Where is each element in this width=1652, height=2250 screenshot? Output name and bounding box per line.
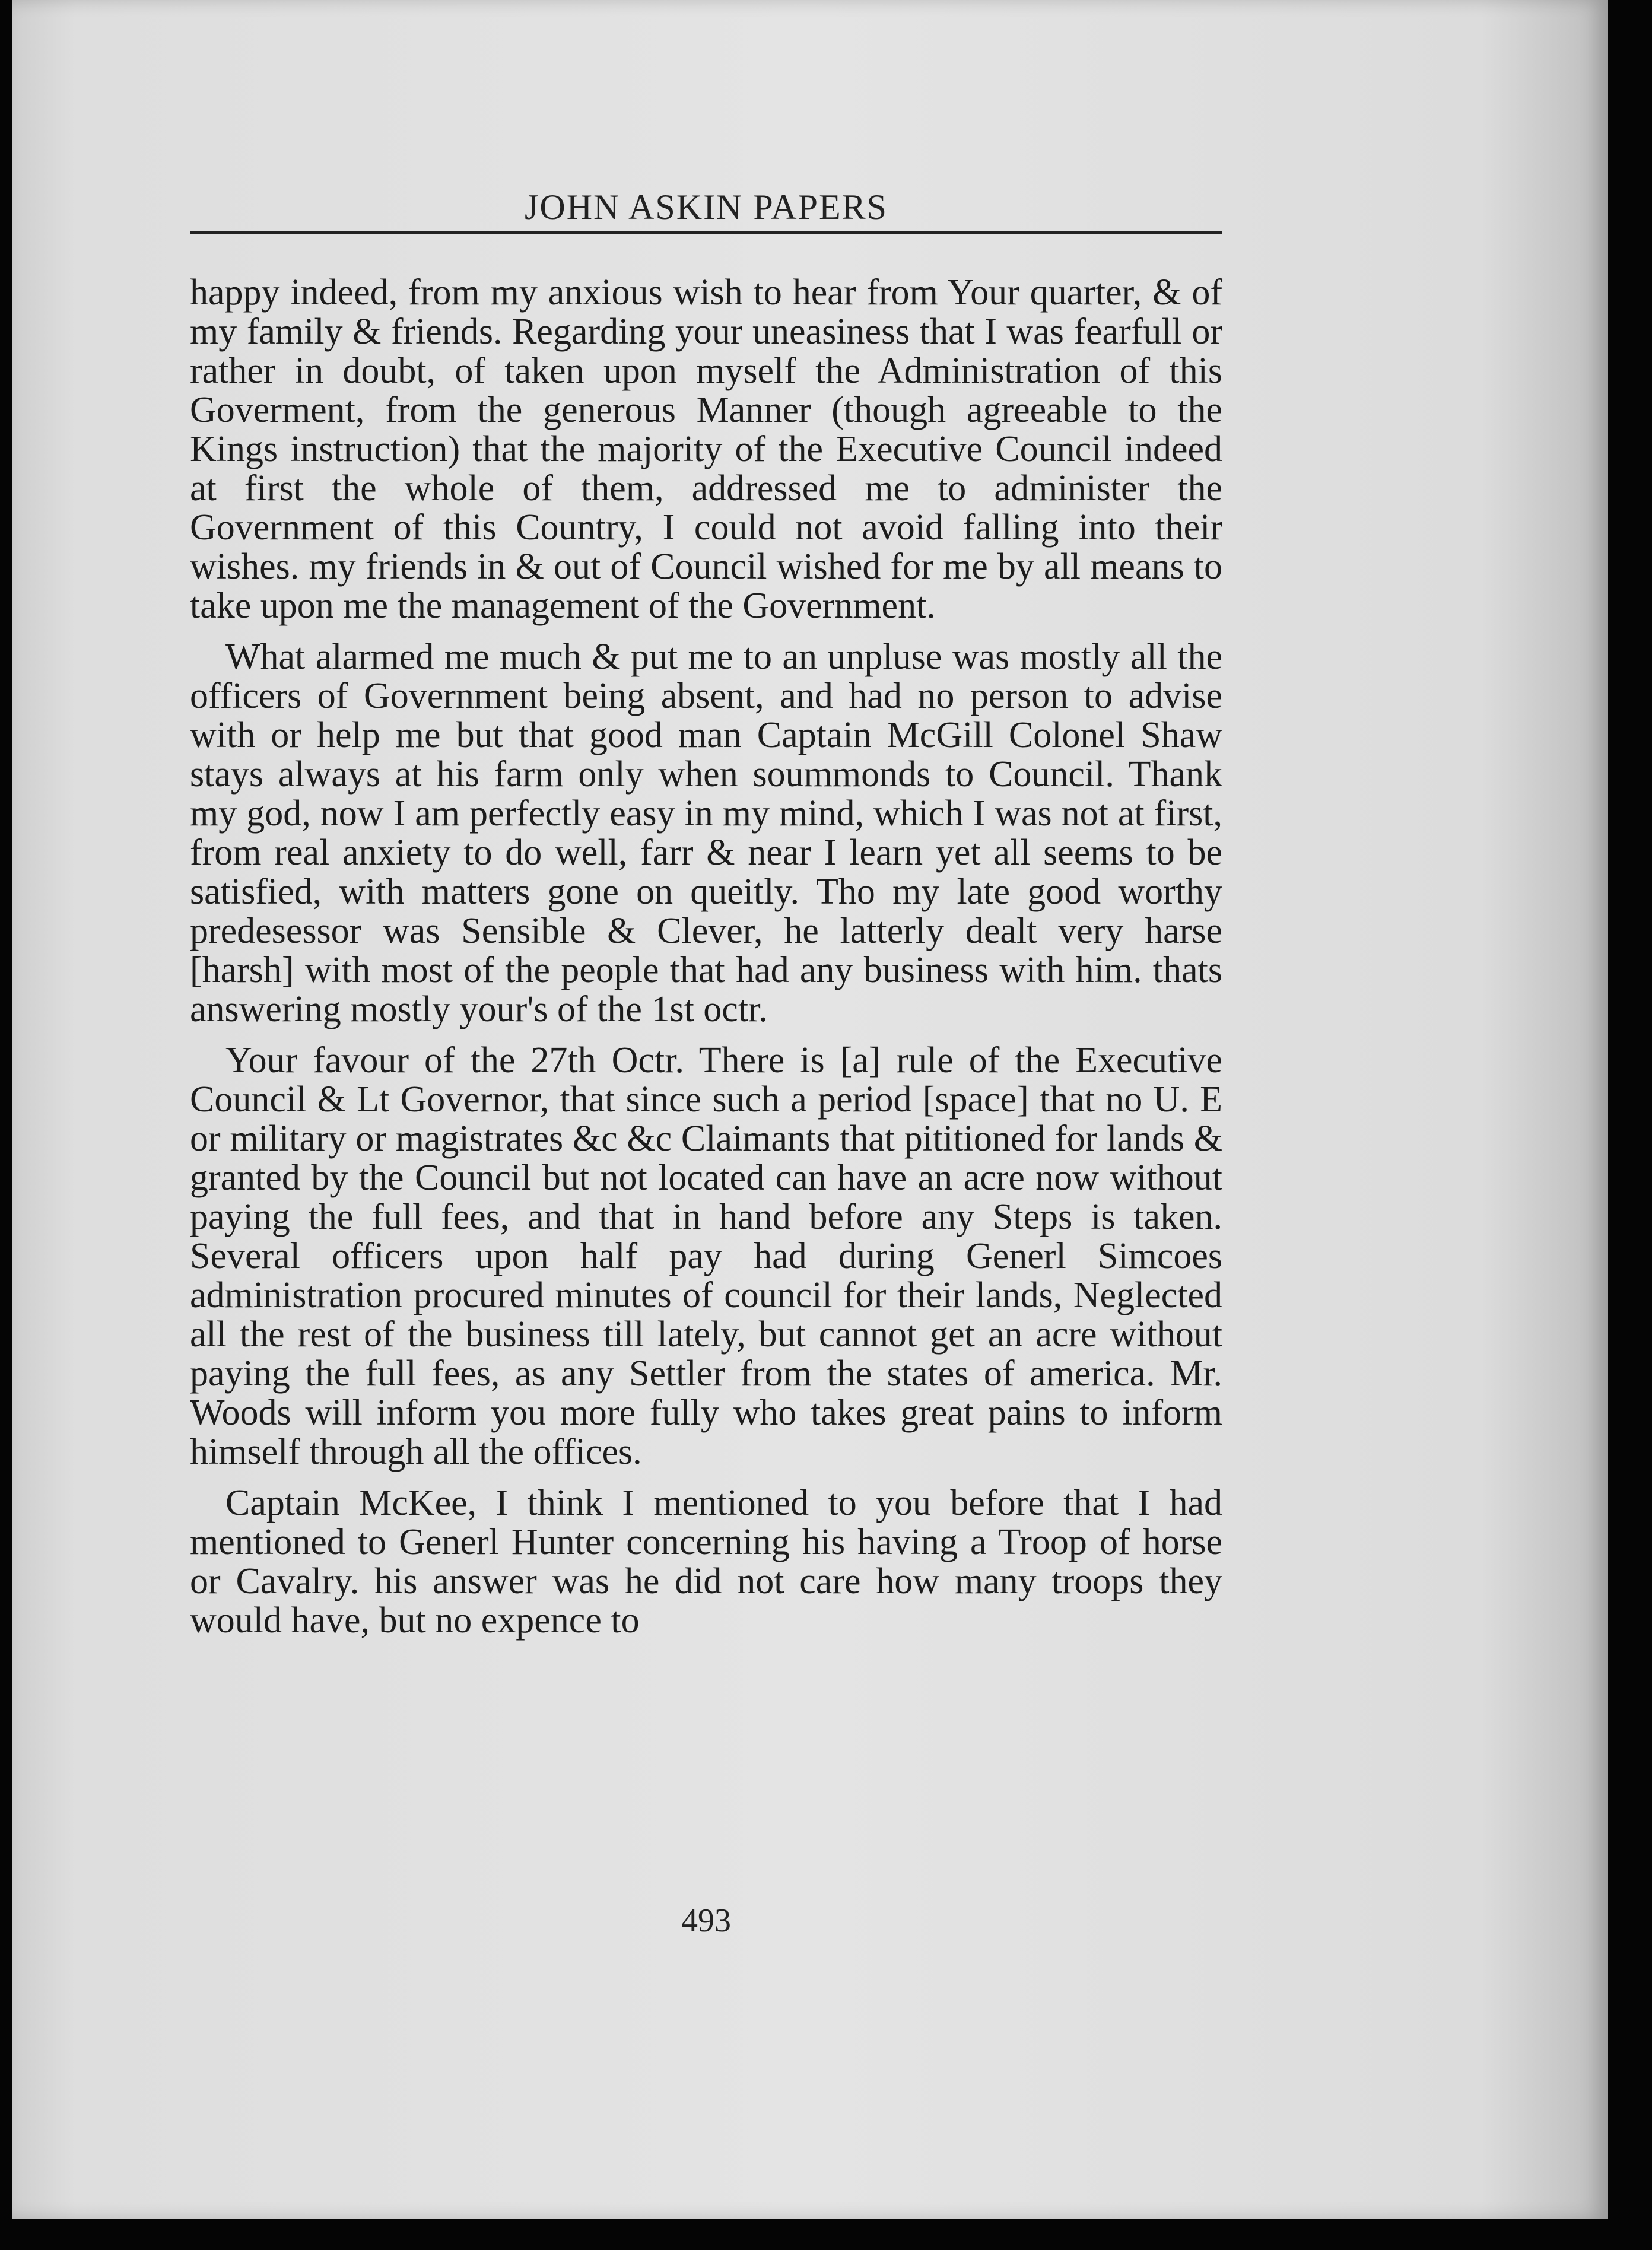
paragraph-2: What alarmed me much & put me to an unpluse was mostly all the officers of Government being absent, and had no person to advise with or help me but that good man Captain McGill Colonel Shaw stays always at his farm only when soummonds to Council. Thank my god, now I am perfectly easy in my mind, which I was not at first, from real anxiety to do well, farr & near I learn yet all seems to be satisfied, with matters gone on queitly. Tho my late good worthy predesessor was Sensible & Clever, he latterly dealt very harse [harsh] with most of the people that had any business with him. thats answering mostly your's of the 1st octr. [190, 637, 1222, 1029]
paragraph-4: Captain McKee, I think I mentioned to you before that I had mentioned to Generl Hunter concerning his having a Troop of horse or Cavalry. his answer was he did not care how many troops they would have, but no expence to [190, 1483, 1222, 1641]
header-rule [190, 231, 1222, 234]
running-head: JOHN ASKIN PAPERS [525, 188, 888, 227]
paragraph-1: happy indeed, from my anxious wish to hear from Your quarter, & of my family & friends. Regarding your uneasiness that I was fearfull or rather in doubt, of taken upon myself the Administration of this Goverment, from the generous Manner (though agreeable to the Kings instruction) that the majority of the Executive Council indeed at first the whole of them, addressed me to administer the Government of this Country, I could not avoid falling into their wishes. my friends in & out of Council wished for me by all means to take upon me the management of the Government. [190, 272, 1222, 626]
page-number: 493 [681, 1902, 731, 1939]
page-sheet [12, 0, 1608, 2219]
body-text [190, 273, 1222, 1652]
paragraph-3: Your favour of the 27th Octr. There is [a] rule of the Executive Council & Lt Governor, that since such a period [space] that no U. E or military or magistrates &c &c Claimants that pititioned for lands & granted by the Council but not located can have an acre now without paying the full fees, and that in hand before any Steps is taken. Several officers upon half pay had during Generl Simcoes administration procured minutes of council for their lands, Neglected all the rest of the business till lately, but cannot get an acre without paying the full fees, as any Settler from the states of america. Mr. Woods will inform you more fully who takes great pains to inform himself through all the offices. [190, 1040, 1222, 1472]
